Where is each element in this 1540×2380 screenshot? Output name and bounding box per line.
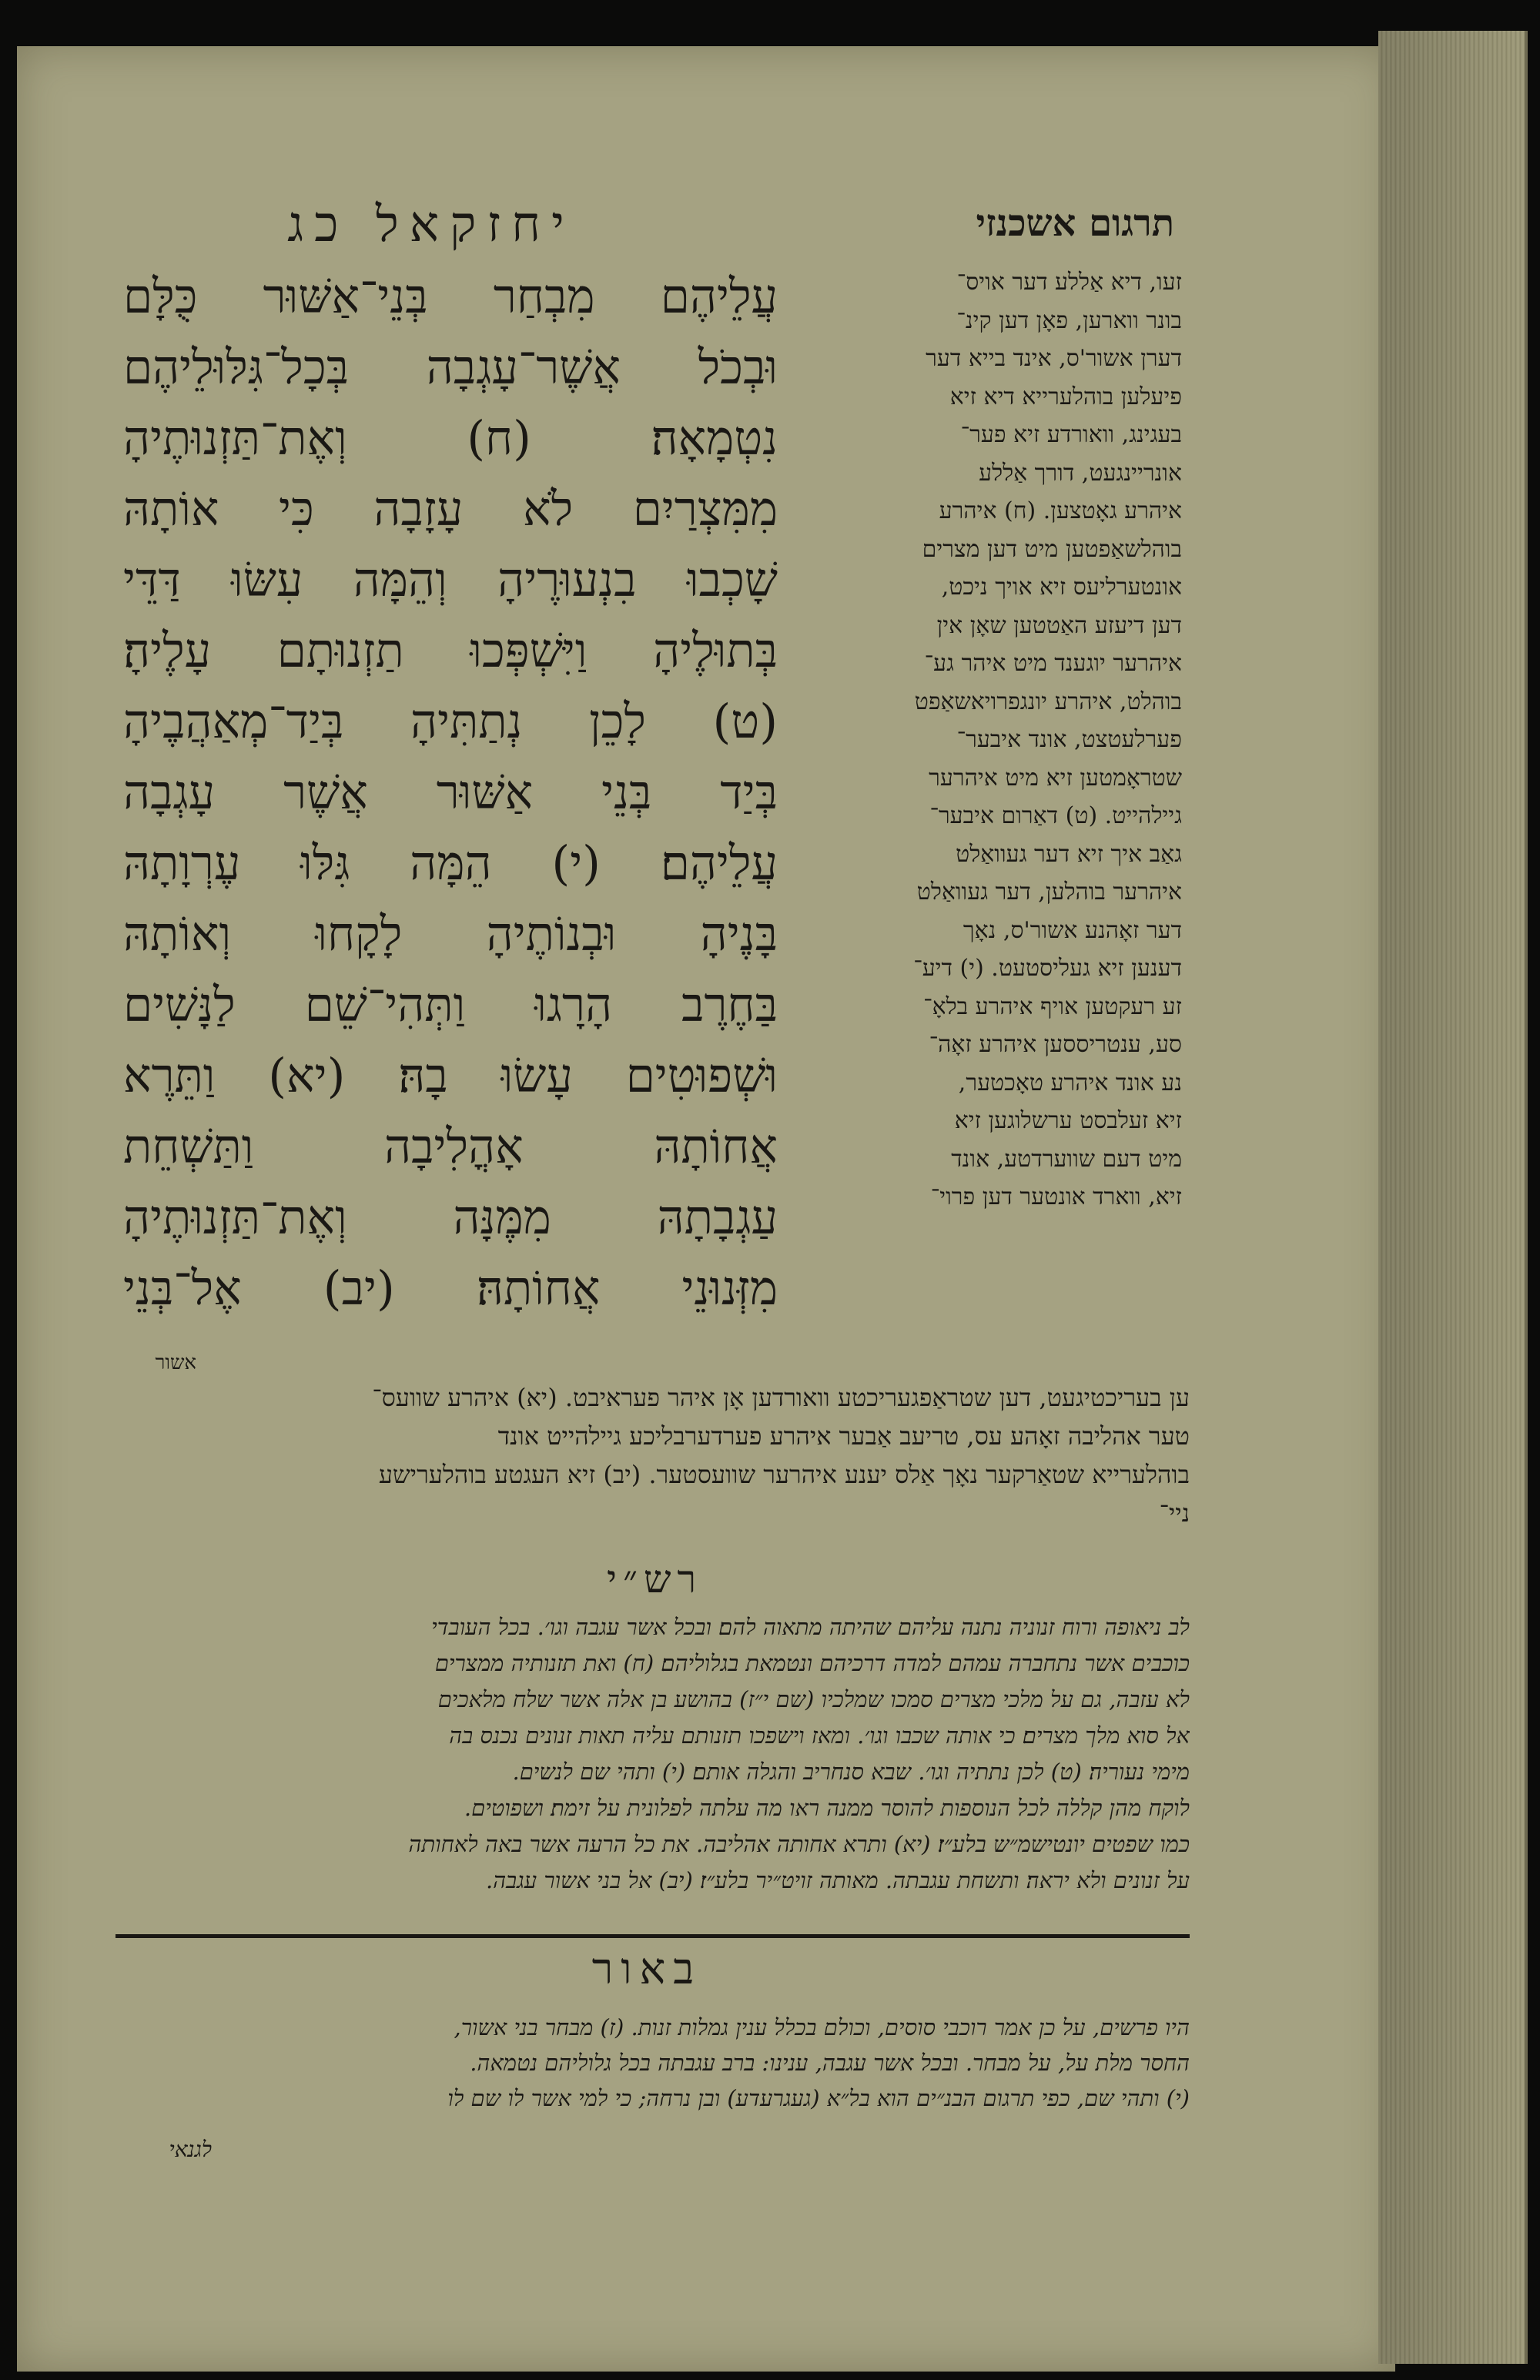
rashi-line: על זנונים ולא יראה׃ ותשחת עגבתה. מאותה זויט״יר בלע״ז׃ (יב) אל בני אשור עגבה. xyxy=(485,1867,1190,1893)
rashi-line: לב ניאופה ורוח זנוניה נתנה עליהם שהיתה מתאוה להם׃ ובכל אשר עגבה וגו׳. בכל העובדי xyxy=(431,1614,1190,1640)
hebrew-line: בְּתוּלֶיהָ וַיִּשְׁפְּכוּ תַזְנוּתָם עָלֶיהָ׃ xyxy=(123,624,778,678)
hebrew-line: בַּחֶרֶב הָרָגוּ וַתְּהִי־שֵׁם לַנָּשִׁים xyxy=(123,978,778,1033)
targum-line: זיא זעלבסט ערשלוגען זיא xyxy=(954,1107,1182,1134)
targum-line: איהרער בוהלען, דער געוואַלט xyxy=(916,879,1182,905)
targum-line: איהרע גאָטצען. (ח) איהרע xyxy=(939,497,1182,524)
targum-line: דער זאָהנע אשור'ס, נאָך xyxy=(962,916,1182,944)
hebrew-line: (ט) לָכֵן נְתַתִּיהָ בְּיַד־מְאַהֲבֶיהָ xyxy=(123,695,778,749)
rashi-line: כוכבים אשר נתחברה עמהם למדה דרכיהם ונטמאת בגלוליהם׃ (ח) ואת תזנותיה ממצרים xyxy=(434,1650,1190,1676)
rashi-heading: רש״י xyxy=(606,1557,703,1602)
targum-line: זע רעקטען אויף איהרע בלאָ־ xyxy=(923,993,1182,1020)
section-divider xyxy=(116,1934,1190,1938)
targum-line: איהרער יוגענד מיט איהר גע־ xyxy=(924,650,1182,677)
hebrew-line: עֲלֵיהֶם מִבְחַר בְּנֵי־אַשּׁוּר כֻּלָּם xyxy=(123,269,778,324)
rashi-commentary xyxy=(116,1609,1190,1902)
targum-line: אונטערליעס זיא אויך ניכט, xyxy=(941,574,1182,601)
hebrew-line: עֲלֵיהֶם׃ (י) הֵמָּה גִּלּוּ עֶרְוָתָהּ xyxy=(123,836,778,891)
targum-line: גאַב איך זיא דער געוואַלט xyxy=(956,840,1182,868)
hebrew-line: וּבְכֹל אֲשֶׁר־עָגְבָה בְּכָל־גִּלּוּלֵיהֶם xyxy=(123,340,778,395)
targum-line: דען דיעזע האַטטען שאָן אין xyxy=(936,611,1182,639)
hebrew-line: אֲחוֹתָהּ אָהֳלִיבָה וַתַּשְׁחֵת xyxy=(123,1120,778,1174)
targum-line: בוהלט, איהרע יונגפרויאשאַפט xyxy=(914,688,1182,715)
biur-catchword: לגנאי xyxy=(169,2137,212,2162)
rashi-line: לוקח מהן קללה לכל הנוספות להוסר ממנה ראו מה עלתה לפלונית על זימת׃ ושפוטים. xyxy=(464,1795,1190,1821)
targum-line: מיט דעם שווערדטע, אונד xyxy=(951,1145,1182,1173)
targum-continuation-line: ניי־ xyxy=(1159,1498,1190,1528)
hebrew-line: עַגְבָתָהּ מִמֶּנָּה וְאֶת־תַּזְנוּתֶיהָ xyxy=(123,1190,778,1245)
targum-continuation-line: בוהלערייא שטאַרקער נאָך אַלס יענע איהרער שוועסטער. (יב) זיא העגטע בוהלערישע xyxy=(378,1460,1190,1489)
targum-column xyxy=(789,263,1182,1349)
targum-continuation xyxy=(116,1378,1190,1540)
biur-line: היו פרשים, על כן אמר רוכבי סוסים, וכולם בכלל ענין גמלות זנות. (ז) מבחר בני אשור, xyxy=(454,2014,1190,2040)
targum-line: בונר ווארען, פאָן דען קינ־ xyxy=(956,306,1182,334)
book-title: יחזקאל כג xyxy=(287,196,575,253)
hebrew-line: מִמִּצְרַיִם לֹא עָזָבָה כִּי אוֹתָהּ xyxy=(123,482,778,537)
hebrew-line: בָּנֶיהָ וּבְנוֹתֶיהָ לָקָחוּ וְאוֹתָהּ xyxy=(123,907,778,962)
targum-continuation-line: טער אהליבה זאָהע עס, טריעב אַבער איהרע פערדערבליכע גיילהייט אונד xyxy=(497,1421,1190,1451)
hebrew-line: מִזְּנוּנֵי אֲחוֹתָהּ׃ (יב) אֶל־בְּנֵי xyxy=(123,1261,778,1316)
targum-line: נע אונד איהרע טאָכטער, xyxy=(958,1069,1182,1096)
hebrew-line: בְּיַד בְּנֵי אַשּׁוּר אֲשֶׁר עָגְבָה xyxy=(123,765,778,820)
hebrew-line: נִטְמָאָה׃ (ח) וְאֶת־תַּזְנוּתֶיהָ xyxy=(123,411,778,466)
hebrew-line: שָׁכְבוּ בִנְעוּרֶיהָ וְהֵמָּה עִשּׂוּ דַּדֵּי xyxy=(123,553,778,608)
targum-line: פערלעטצט, אונד איבער־ xyxy=(956,726,1182,753)
rashi-line: מימי נעוריה׃ (ט) לכן נתתיה וגו׳. שבא סנחריב והגלה אותם׃ (י) ותהי שם לנשים. xyxy=(512,1759,1190,1785)
targum-line: בוהלשאַפטען מיט דען מצרים xyxy=(922,535,1182,563)
targum-line: פיעלען בוהלערייא דיא זיא xyxy=(949,383,1182,410)
targum-line: זיא, ווארד אונטער דען פרוי־ xyxy=(930,1183,1182,1210)
column-title: תרגום אשכנזי xyxy=(976,202,1174,245)
targum-line: אונריינגעט, דורך אַללע xyxy=(979,459,1182,487)
page-edges xyxy=(1378,31,1528,2364)
targum-line: סע, ענטריססען איהרע זאָה־ xyxy=(929,1031,1182,1058)
targum-line: זעו, דיא אַללע דער אויס־ xyxy=(956,269,1182,296)
targum-line: דענען זיא געליסטעט. (י) דיע־ xyxy=(913,955,1182,982)
rashi-line: אל סוא מלך מצרים׃ כי אותה שכבו וגו׳. ומאז וישפכו תזנותם עליה תאות זנונים נכנס בה xyxy=(449,1722,1190,1749)
targum-line: גיילהייט. (ט) דאַרום איבער־ xyxy=(929,802,1182,829)
targum-continuation-line: ען בעריכטיגעט, דען שטראַפגעריכטע וואורדען אָן איהר פעראיבט. (יא) איהרע שוועס־ xyxy=(372,1383,1190,1412)
hebrew-line: וּשְׁפוּטִים עָשׂוּ בָהּ׃ (יא) וַתֵּרֶא xyxy=(123,1049,778,1103)
page-edges-shade xyxy=(1378,31,1525,2364)
targum-line: דערן אשור'ס, אינד בייא דער xyxy=(926,345,1182,372)
biur-commentary xyxy=(116,2010,1190,2164)
targum-line: בעגינג, וואורדע זיא פער־ xyxy=(960,421,1182,448)
biur-heading: באור xyxy=(591,1944,702,1994)
biur-line: החסר מלת על, על מבחר. ובכל אשר עגבה, ענינו: ברב עגבתה בכל גלוליהם נטמאה. xyxy=(470,2050,1190,2076)
hebrew-text-column xyxy=(123,262,778,1355)
rashi-line: לא עזבה, גם על מלכי מצרים סמכו שמלכיו (שם י״ז) בהושע בן אלה אשר שלח מלאכים xyxy=(437,1686,1190,1712)
rashi-line: כמו שפטים יונטישמ״ש בלע״ז׃ (יא) ותרא אחותה אהליבה. את כל הרעה אשר באה לאחותה xyxy=(408,1831,1190,1857)
biur-line: (י) ותהי שם, כפי תרגום הבנ״ים הוא בל״א (געגרעדע) ובן נרחה; כי למי אשר לו שם לו xyxy=(447,2085,1190,2111)
hebrew-catchword: אשור xyxy=(155,1351,196,1374)
targum-line: שטראָמטען זיא מיט איהרער xyxy=(929,764,1182,792)
